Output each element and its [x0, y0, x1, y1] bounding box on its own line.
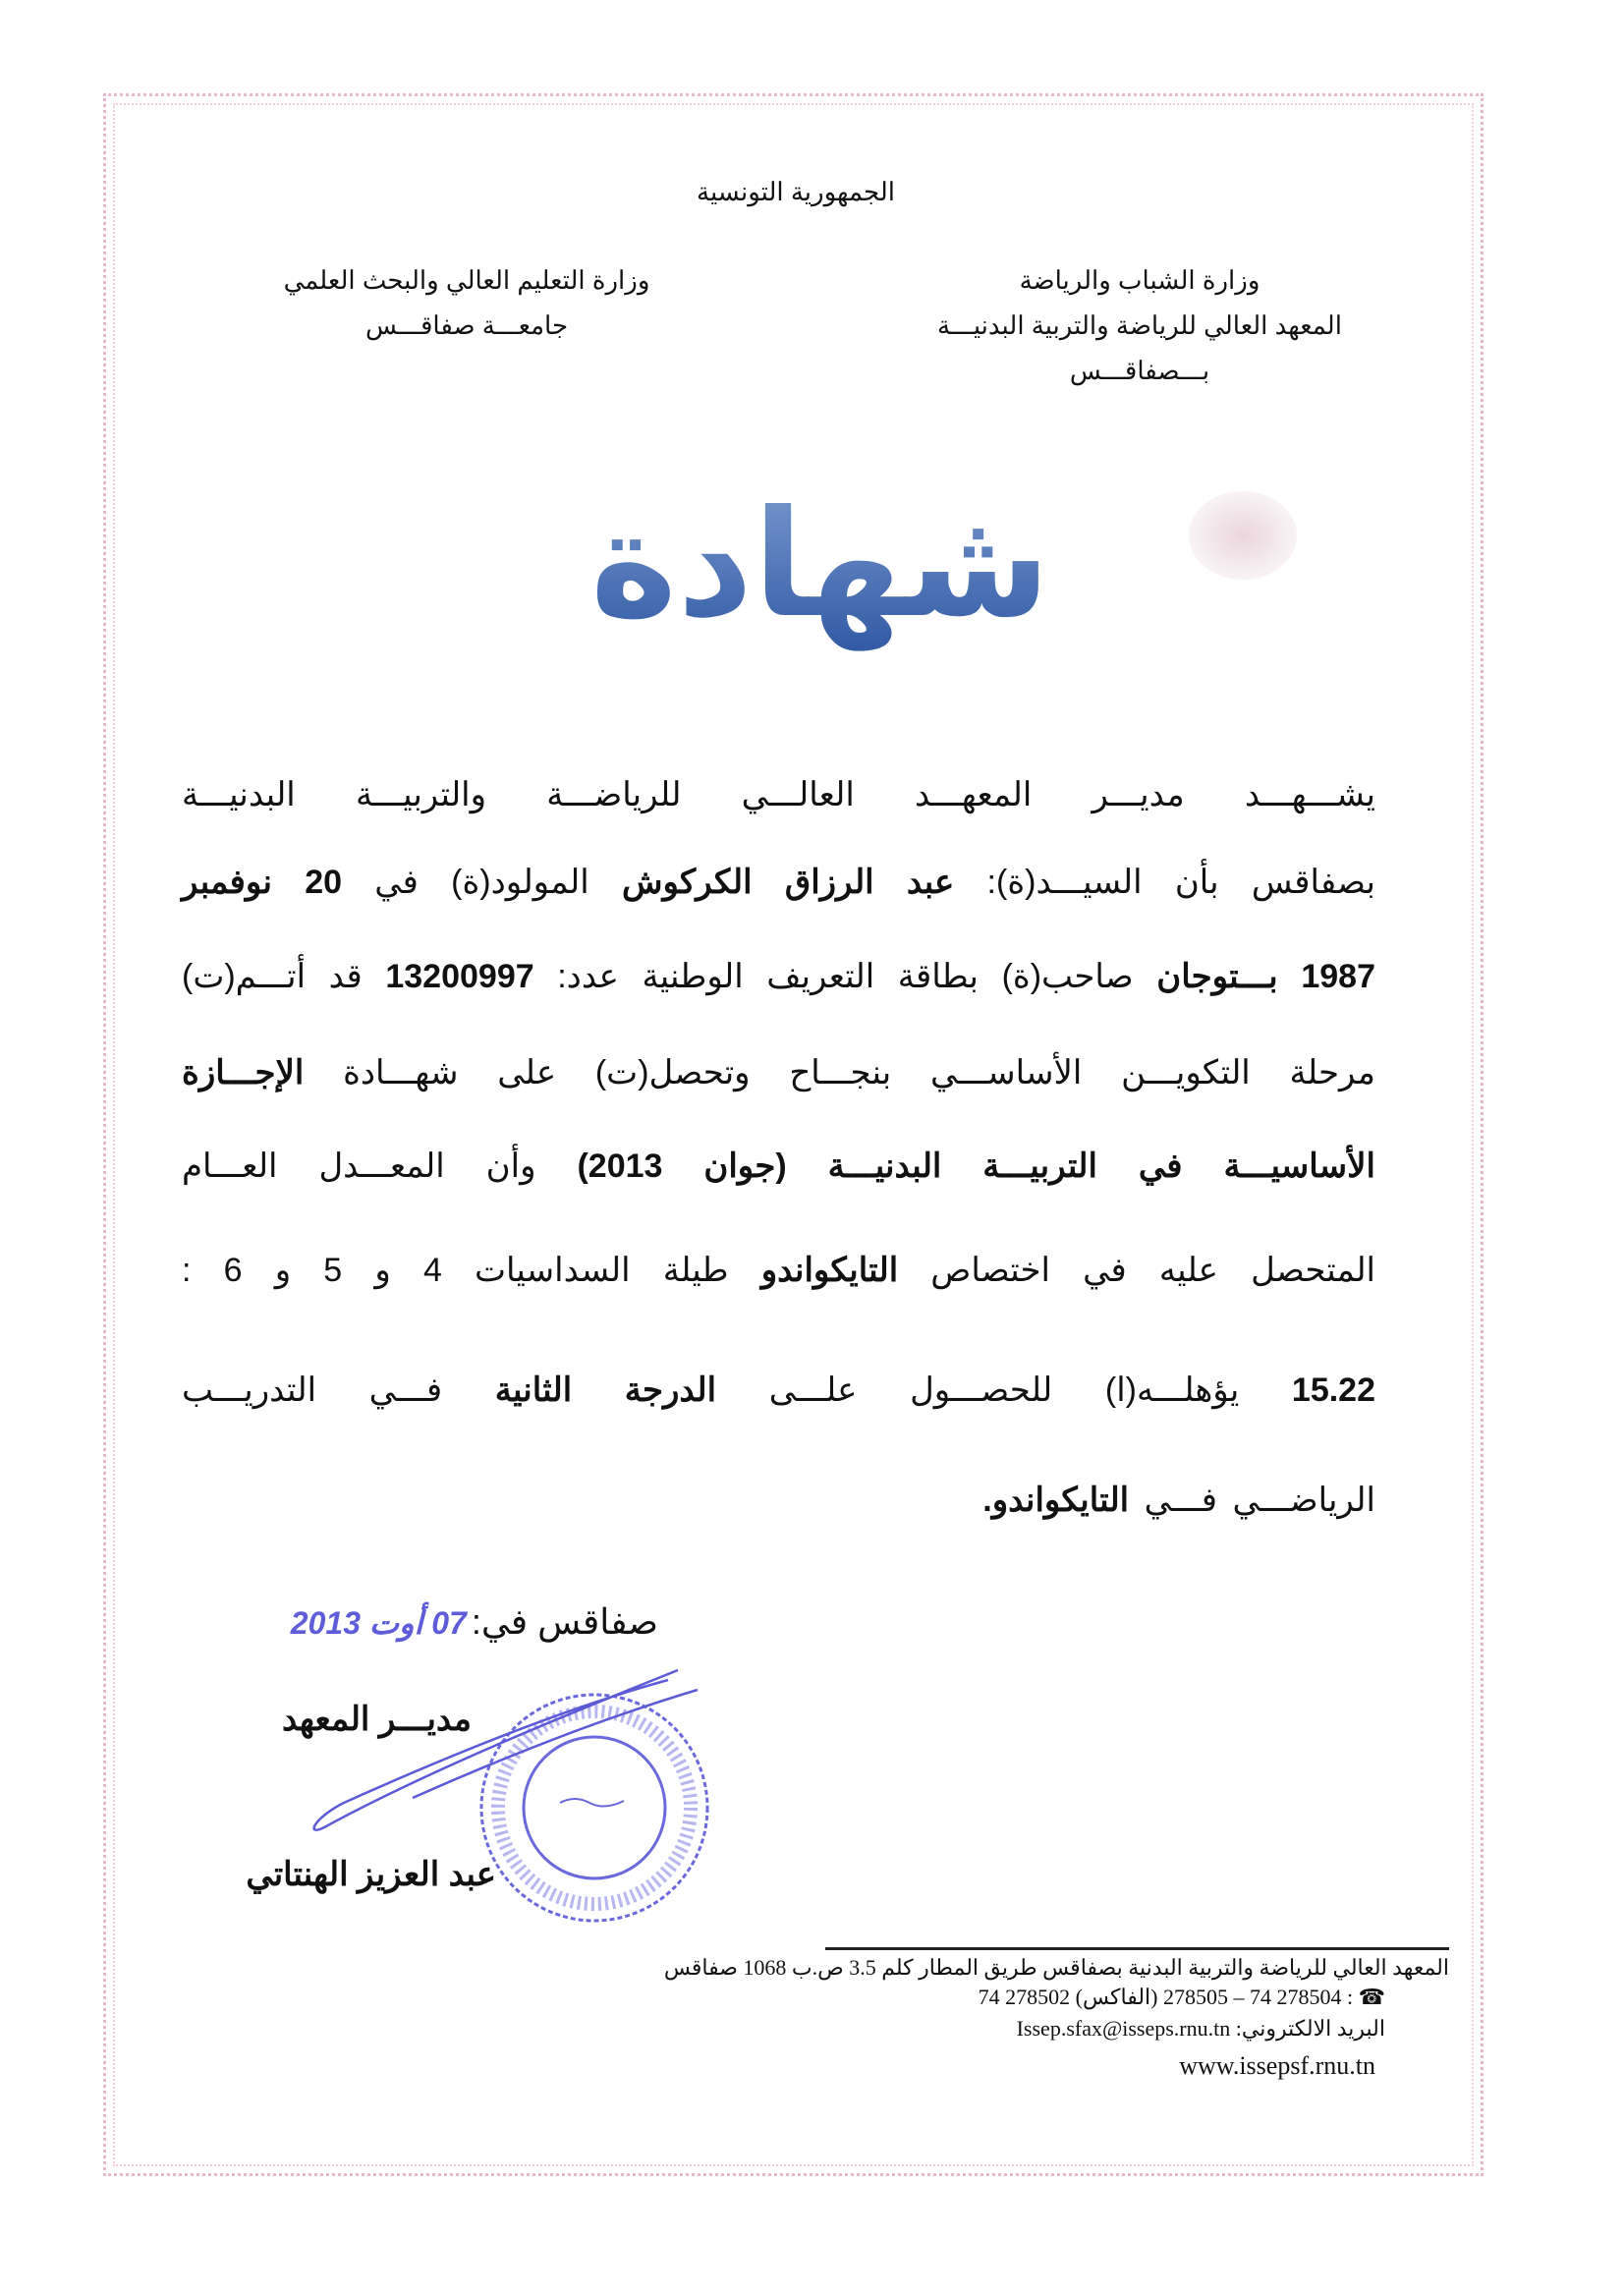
body-emphasis: 13200997	[385, 958, 534, 995]
body-text: المتحصل عليه في اختصاص	[898, 1252, 1375, 1289]
body-line	[182, 1366, 1375, 1415]
phone-numbers: 278505 – 74 278504	[1162, 1985, 1342, 2009]
body-emphasis: 15.22	[1291, 1371, 1375, 1409]
body-text: صاحب(ة) بطاقة التعريف الوطنية عدد:	[533, 958, 1157, 995]
body-emphasis: 1987 بـــتوجان	[1156, 958, 1375, 995]
body-text: فـــي التدريـــب	[182, 1371, 495, 1409]
body-text: وأن المعـــدل العـــام	[182, 1148, 578, 1185]
body-emphasis: التايكواندو.	[982, 1482, 1130, 1519]
ministry-youth-sports	[865, 257, 1415, 393]
fax-number: 74 278502	[978, 1985, 1071, 2009]
body-text: قد أتـــم(ت)	[182, 958, 386, 995]
body-emphasis: عبد الرزاق الكركوش	[588, 864, 987, 901]
footer-address: المعهد العالي للرياضة والتربية البدنية بصفاقس طريق المطار كلم 3.5 ص.ب 1068 صفاقس	[663, 1955, 1449, 1980]
certificate-title: شهادة	[589, 472, 1051, 658]
body-text: يؤهلـــه(ا) للحصـــول علـــى	[716, 1371, 1292, 1409]
body-line	[182, 952, 1375, 1001]
ministry-higher-education	[221, 257, 712, 348]
phone-icon: ☎	[1358, 1985, 1385, 2009]
footer-website[interactable]: www.issepsf.rnu.tn	[1179, 2051, 1375, 2080]
body-line	[182, 858, 1375, 907]
body-text: مرحلة التكويـــن الأساســـي بنجـــاح وتحصل(ت) على شهـــادة	[304, 1054, 1375, 1092]
director-title: مديـــر المعهد	[282, 1701, 472, 1738]
body-line	[182, 1476, 1375, 1525]
body-line	[182, 770, 1375, 819]
body-text: الرياضـــي فـــي	[1129, 1482, 1375, 1519]
director-name: عبد العزيز الهنتاتي	[246, 1856, 496, 1893]
ministry-line: وزارة التعليم العالي والبحث العلمي	[283, 265, 650, 295]
body-emphasis: التايكواندو	[760, 1252, 899, 1289]
body-text: يشـــهـــد مديـــر المعهـــد العالـــي للرياضـــة والتربيـــة البدنيـــة	[182, 776, 1375, 813]
footer-email	[629, 2014, 1385, 2043]
body-emphasis: 20 نوفمبر	[182, 864, 343, 901]
email-link[interactable]: Issep.sfax@isseps.rnu.tn	[1016, 2016, 1231, 2041]
smudge	[1189, 491, 1297, 580]
body-text: بصفاقس بأن السيـــد(ة):	[986, 864, 1375, 901]
republic-heading: الجمهورية التونسية	[697, 177, 895, 206]
date-label: صفاقس في:	[471, 1601, 658, 1642]
footer-rule	[825, 1947, 1449, 1950]
body-emphasis: الدرجة الثانية	[494, 1371, 717, 1409]
fax-label: (الفاكس)	[1075, 1985, 1158, 2009]
date-line	[246, 1601, 658, 1643]
body-text: طيلة السداسيات 4 و 5 و 6 :	[182, 1252, 761, 1289]
body-line	[182, 1246, 1375, 1295]
phone-label: :	[1346, 1985, 1354, 2009]
body-line	[182, 1048, 1375, 1097]
signature	[285, 1651, 717, 1847]
university-line: جامعـــة صفاقـــس	[364, 310, 569, 340]
institute-line: المعهد العالي للرياضة والتربية البدنيـــة	[937, 310, 1342, 340]
email-label: البريد الالكتروني:	[1235, 2016, 1385, 2041]
body-text: المولود(ة) في	[342, 864, 589, 901]
body-line	[182, 1142, 1375, 1191]
body-emphasis: الإجـــازة	[182, 1054, 305, 1092]
footer-phones	[629, 1983, 1385, 2012]
city-line: بـــصفاقـــس	[1069, 356, 1210, 385]
ministry-line: وزارة الشباب والرياضة	[1019, 265, 1260, 295]
body-emphasis: الأساسيـــة في التربيـــة البدنيـــة (جوان 2013)	[577, 1148, 1375, 1185]
date-stamp: 07 أوت 2013	[290, 1605, 467, 1641]
